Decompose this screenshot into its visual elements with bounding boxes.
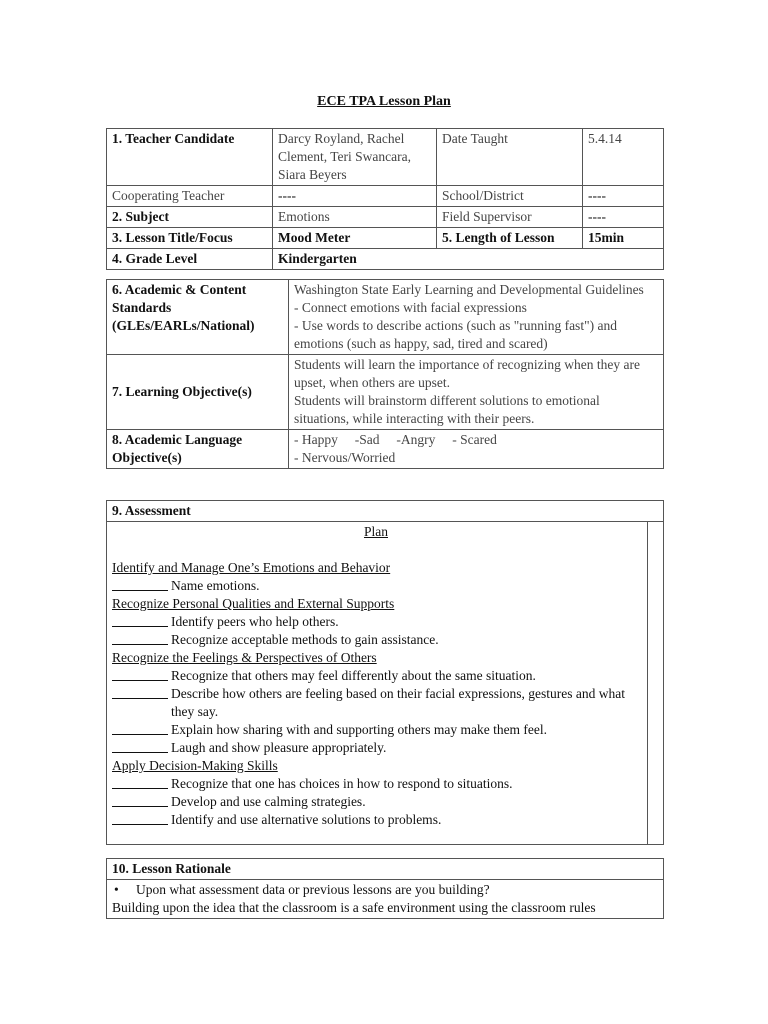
section-heading: Recognize Personal Qualities and External Supports bbox=[112, 596, 395, 611]
rationale-header: 10. Lesson Rationale bbox=[107, 859, 664, 880]
table-row bbox=[107, 207, 664, 228]
learning-objective-value bbox=[289, 355, 664, 430]
plan-label: Plan bbox=[363, 524, 388, 539]
language-line: - Happy -Sad -Angry - Scared bbox=[294, 432, 497, 447]
item-text: Develop and use calming strategies. bbox=[171, 794, 366, 809]
table-row bbox=[107, 859, 664, 880]
page-title: ECE TPA Lesson Plan bbox=[317, 94, 451, 109]
lesson-title-value: Mood Meter bbox=[273, 228, 437, 249]
grade-level-value: Kindergarten bbox=[273, 249, 664, 270]
list-item bbox=[112, 721, 640, 739]
table-row bbox=[107, 522, 664, 845]
check-blank[interactable] bbox=[112, 685, 168, 699]
check-blank[interactable] bbox=[112, 739, 168, 753]
check-blank[interactable] bbox=[112, 775, 168, 789]
item-text: Recognize acceptable methods to gain assistance. bbox=[171, 632, 439, 647]
section-heading: Apply Decision-Making Skills bbox=[112, 758, 278, 773]
list-item bbox=[112, 811, 640, 829]
standards-line: - Use words to describe actions (such as "running fast") and emotions (such as happy, sad, tired and scared) bbox=[294, 318, 617, 351]
lesson-title-label: 3. Lesson Title/Focus bbox=[107, 228, 273, 249]
standards-line: - Connect emotions with facial expressions bbox=[294, 300, 527, 315]
language-objective-label: 8. Academic Language Objective(s) bbox=[107, 430, 289, 469]
assessment-body bbox=[112, 523, 658, 843]
table-row bbox=[107, 280, 664, 355]
check-blank[interactable] bbox=[112, 631, 168, 645]
school-district-label: School/District bbox=[437, 186, 583, 207]
length-label: 5. Length of Lesson bbox=[437, 228, 583, 249]
item-text: Identify and use alternative solutions to problems. bbox=[171, 812, 442, 827]
assessment-header: 9. Assessment bbox=[107, 501, 664, 522]
standards-line: Washington State Early Learning and Developmental Guidelines bbox=[294, 282, 644, 297]
language-line: - Nervous/Worried bbox=[294, 450, 396, 465]
item-text: Describe how others are feeling based on their facial expressions, gestures and what they say. bbox=[171, 686, 632, 719]
list-item bbox=[112, 613, 640, 631]
length-value: 15min bbox=[583, 228, 664, 249]
item-text: Identify peers who help others. bbox=[171, 614, 339, 629]
date-taught-value: 5.4.14 bbox=[583, 129, 664, 186]
list-item bbox=[112, 577, 640, 595]
check-blank[interactable] bbox=[112, 721, 168, 735]
table-row bbox=[107, 880, 664, 919]
lesson-info-table bbox=[106, 128, 664, 270]
field-supervisor-value: ---- bbox=[583, 207, 664, 228]
table-row bbox=[107, 129, 664, 186]
learning-objective-label: 7. Learning Objective(s) bbox=[107, 355, 289, 430]
table-row bbox=[107, 501, 664, 522]
check-blank[interactable] bbox=[112, 577, 168, 591]
table-row bbox=[107, 355, 664, 430]
list-item bbox=[112, 667, 640, 685]
rationale-answer: Building upon the idea that the classroom is a safe environment using the classroom rules bbox=[112, 900, 596, 915]
standards-label: 6. Academic & Content Standards (GLEs/EARLs/National) bbox=[107, 280, 289, 355]
standards-value bbox=[289, 280, 664, 355]
teacher-candidate-value: Darcy Royland, Rachel Clement, Teri Swancara, Siara Beyers bbox=[273, 129, 437, 186]
table-row bbox=[107, 186, 664, 207]
teacher-candidate-label: 1. Teacher Candidate bbox=[107, 129, 273, 186]
subject-value: Emotions bbox=[273, 207, 437, 228]
check-blank[interactable] bbox=[112, 811, 168, 825]
table-row bbox=[107, 430, 664, 469]
date-taught-label: Date Taught bbox=[437, 129, 583, 186]
assessment-body-cell bbox=[107, 522, 664, 845]
check-blank[interactable] bbox=[112, 667, 168, 681]
check-blank[interactable] bbox=[112, 793, 168, 807]
grade-level-label: 4. Grade Level bbox=[107, 249, 273, 270]
rationale-table bbox=[106, 858, 664, 919]
rationale-question: Upon what assessment data or previous lessons are you building? bbox=[136, 882, 490, 897]
cooperating-teacher-label: Cooperating Teacher bbox=[107, 186, 273, 207]
objective-line: Students will learn the importance of recognizing when they are upset, when others are upset. bbox=[294, 357, 641, 390]
check-blank[interactable] bbox=[112, 613, 168, 627]
item-text: Recognize that one has choices in how to respond to situations. bbox=[171, 776, 513, 791]
table-row bbox=[107, 228, 664, 249]
assessment-content bbox=[112, 523, 640, 829]
standards-table bbox=[106, 279, 664, 469]
bullet-icon: • bbox=[114, 882, 119, 897]
list-item bbox=[112, 631, 640, 649]
language-objective-value bbox=[289, 430, 664, 469]
rationale-body bbox=[107, 880, 664, 919]
list-item bbox=[112, 881, 658, 899]
list-item bbox=[112, 793, 640, 811]
item-text: Recognize that others may feel differently about the same situation. bbox=[171, 668, 536, 683]
item-text: Laugh and show pleasure appropriately. bbox=[171, 740, 387, 755]
column-divider bbox=[647, 521, 648, 844]
item-text: Name emotions. bbox=[171, 578, 260, 593]
objective-line: Students will brainstorm different solutions to emotional situations, while interacting with their peers. bbox=[294, 393, 600, 426]
subject-label: 2. Subject bbox=[107, 207, 273, 228]
assessment-table bbox=[106, 500, 664, 845]
section-heading: Identify and Manage One’s Emotions and Behavior bbox=[112, 560, 391, 575]
spacer bbox=[112, 541, 640, 559]
item-text: Explain how sharing with and supporting others may make them feel. bbox=[171, 722, 548, 737]
cooperating-teacher-value: ---- bbox=[273, 186, 437, 207]
list-item bbox=[112, 685, 640, 721]
school-district-value: ---- bbox=[583, 186, 664, 207]
section-heading: Recognize the Feelings & Perspectives of Others bbox=[112, 650, 377, 665]
field-supervisor-label: Field Supervisor bbox=[437, 207, 583, 228]
list-item bbox=[112, 739, 640, 757]
table-row bbox=[107, 249, 664, 270]
list-item bbox=[112, 775, 640, 793]
